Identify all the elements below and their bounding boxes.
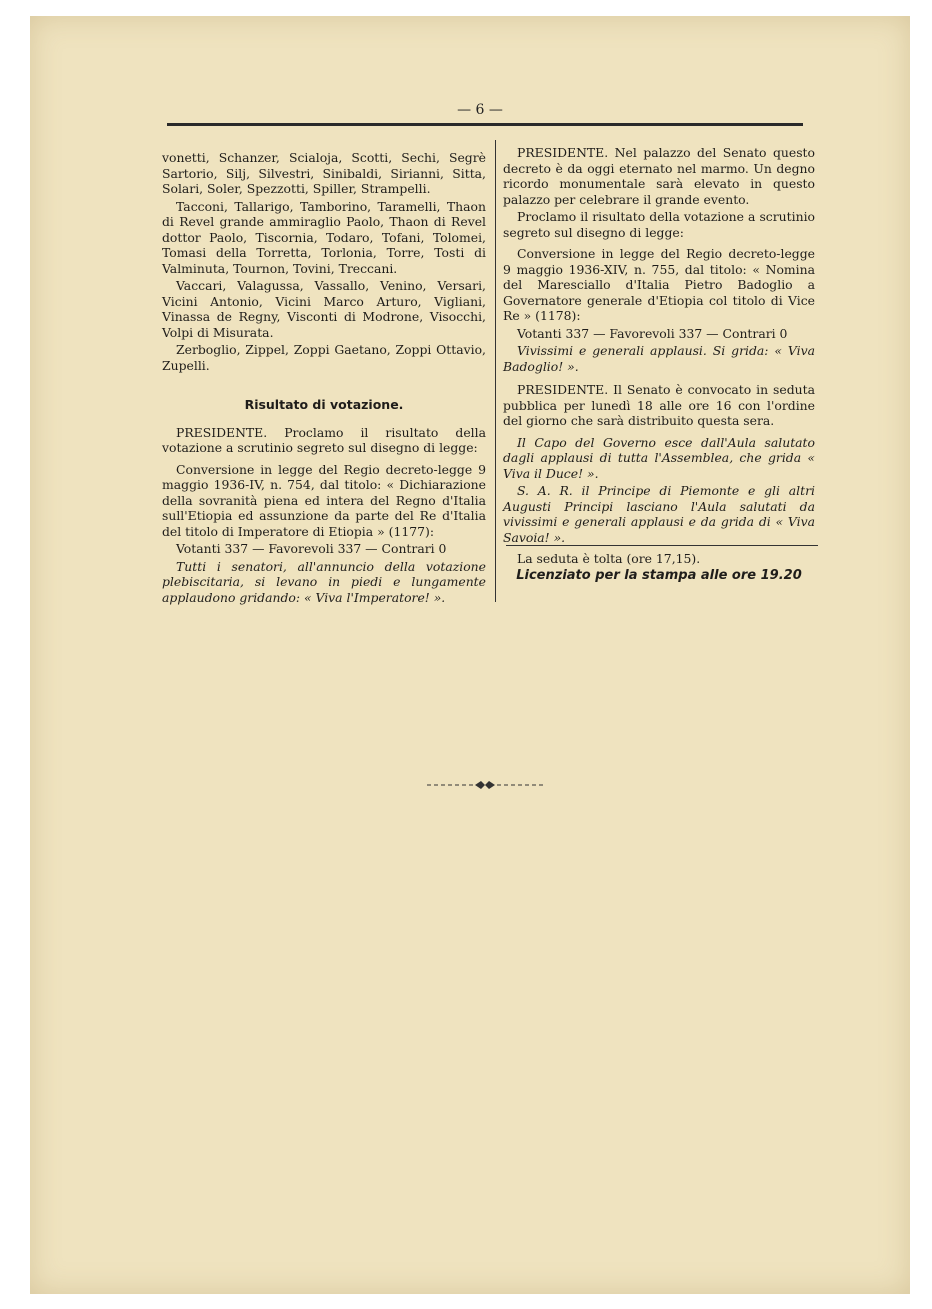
president-intro: PRESIDENTE. Proclamo il risultato della votazione a scrutinio segreto sul disegno di legge: (162, 424, 486, 455)
bill-text: Conversione in legge del Regio decreto-legge 9 maggio 1936-XIV, n. 755, dal titolo: « Nomina del Maresciallo d'Italia Pietro Badoglio a Governatore generale d'Etiopia col titolo di Vice Re » (1178): (503, 246, 815, 323)
bill-text: Conversione in legge del Regio decreto-legge 9 maggio 1936-IV, n. 754, dal titolo: « Dichiarazione della sovranità piena ed intera del Regno d'Italia sull'Etiopia ed assunzione da parte del Re d'Italia del titolo di Imperatore di Etiopia » (1177): (162, 461, 486, 539)
convocation-text: PRESIDENTE. Il Senato è convocato in seduta pubblica per lunedì 18 alle ore 16 con l'ordine del giorno che sarà distribuito questa sera. (503, 382, 815, 428)
right-column (503, 145, 815, 569)
names-paragraph: vonetti, Schanzer, Scialoja, Scotti, Sechi, Segrè Sartorio, Silj, Silvestri, Sinibaldi, Sirianni, Sitta, Solari, Soler, Spezzotti, Spiller, Strampelli. (162, 150, 486, 196)
vote-result: Votanti 337 — Favorevoli 337 — Contrari 0 (517, 325, 788, 341)
applause-note: Vivissimi e generali applausi. Si grida: « Viva Badoglio! ». (503, 343, 815, 374)
print-license: Licenziato per la stampa alle ore 19.20 (516, 568, 802, 583)
president-statement: PRESIDENTE. Nel palazzo del Senato questo decreto è da oggi eternato nel marmo. Un degno ricordo monumentale sarà elevato in questo palazzo per celebrare il grande evento. (503, 145, 815, 207)
left-column (162, 150, 486, 607)
session-note: Tutti i senatori, all'annuncio della votazione plebiscitaria, si levano in piedi e lungamente applaudono gridando: « Viva l'Imperatore! ». (162, 558, 486, 605)
president-intro: Proclamo il risultato della votazione a scrutinio segreto sul disegno di legge: (503, 209, 815, 240)
section-title: Risultato di votazione. (244, 397, 404, 412)
names-paragraph: Tacconi, Tallarigo, Tamborino, Taramelli, Thaon di Revel grande ammiraglio Paolo, Thaon di Revel dottor Paolo, Tiscornia, Todaro, Tofani, Tolomei, Tomasi della Torretta, Torlonia, Torre, Tosti di Valminuta, Tournon, Tovini, Treccani. (162, 198, 486, 276)
page-number: — 6 — (457, 102, 503, 118)
top-rule (167, 123, 803, 126)
adjourned-text: La seduta è tolta (ore 17,15). (517, 551, 701, 566)
names-paragraph: Zerboglio, Zippel, Zoppi Gaetano, Zoppi Ottavio, Zupelli. (162, 342, 486, 373)
column-divider (495, 140, 496, 602)
ornament-divider (425, 777, 545, 793)
princes-note: S. A. R. il Principe di Piemonte e gli altri Augusti Principi lasciano l'Aula salutati da vivissimi e generali applausi e da grida di « Viva Savoia! ». (503, 483, 815, 545)
names-paragraph: Vaccari, Valagussa, Vassallo, Venino, Versari, Vicini Antonio, Vicini Marco Arturo, Vigliani, Vinassa de Regny, Visconti di Modrone, Visocchi, Volpi di Misurata. (162, 278, 486, 340)
duce-note: Il Capo del Governo esce dall'Aula salutato dagli applausi di tutta l'Assemblea, che grida « Viva il Duce! ». (503, 434, 815, 481)
closing-rule (506, 545, 818, 546)
vote-result: Votanti 337 — Favorevoli 337 — Contrari 0 (176, 541, 447, 556)
